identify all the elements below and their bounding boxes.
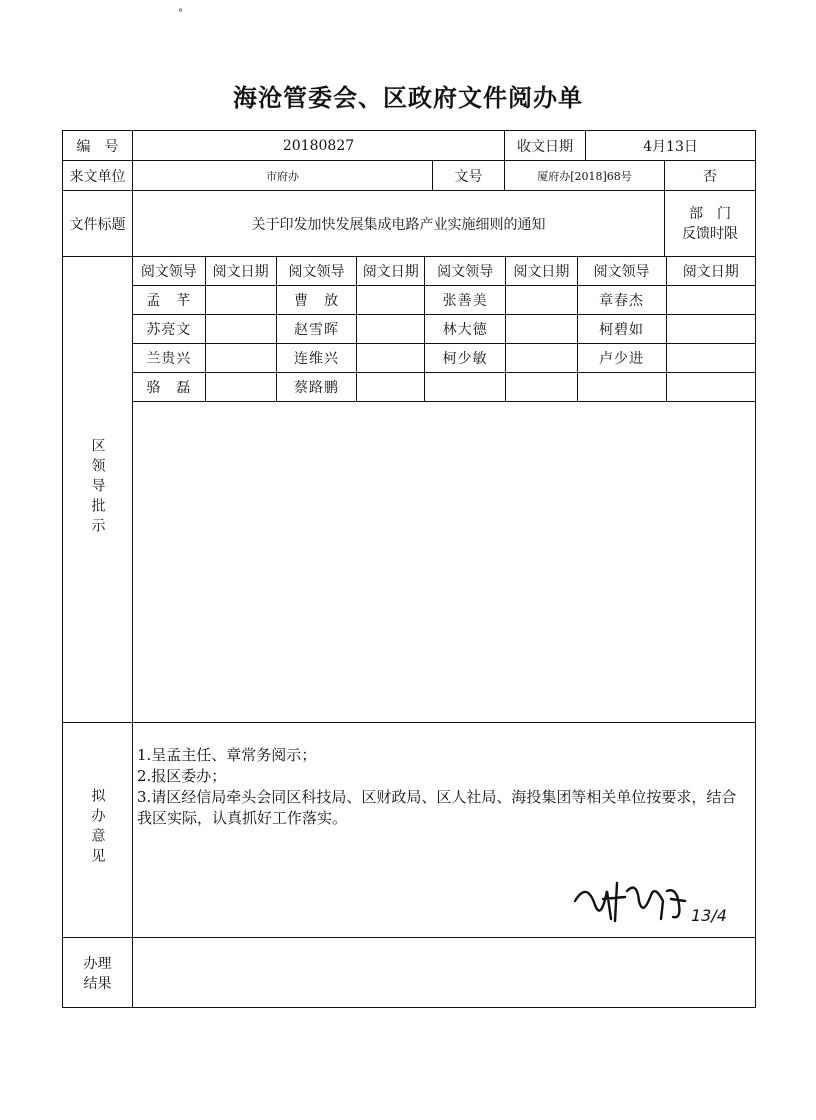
col-header-date: 阅文日期	[357, 257, 425, 286]
reader-name-cell: 兰贵兴	[133, 344, 205, 373]
table-row	[133, 315, 755, 344]
number-label: 编 号	[63, 131, 133, 161]
handwritten-signature	[567, 861, 727, 935]
result-label-line2: 结果	[83, 975, 112, 992]
document-title: 海沧管委会、区政府文件阅办单	[233, 83, 583, 112]
read-date-cell[interactable]	[357, 286, 425, 315]
reader-name-cell: 赵雪晖	[276, 315, 357, 344]
reader-name-cell: 孟 芊	[133, 286, 205, 315]
feedback-deadline-label	[665, 191, 756, 257]
read-date-cell[interactable]	[506, 315, 578, 344]
reader-name-cell	[577, 373, 666, 402]
received-date-value: 4月13日	[643, 138, 698, 155]
readers-header-row	[133, 257, 755, 286]
read-date-cell[interactable]	[666, 344, 755, 373]
opinion-line-2: 2.报区委办；	[137, 767, 227, 785]
read-date-cell[interactable]	[506, 344, 578, 373]
read-date-cell[interactable]	[205, 344, 276, 373]
reader-name-cell: 骆 磊	[133, 373, 205, 402]
sender-label: 来文单位	[63, 161, 133, 191]
docno-value: 厦府办[2018]68号	[505, 161, 665, 191]
result-side-label	[63, 938, 133, 1008]
col-header-reader: 阅文领导	[276, 257, 357, 286]
table-row	[133, 286, 755, 315]
opinion-side-text: 拟办意见	[89, 788, 106, 868]
read-date-cell[interactable]	[666, 373, 755, 402]
read-date-cell[interactable]	[506, 286, 578, 315]
reader-name-cell: 柯少敏	[425, 344, 506, 373]
received-date-label: 收文日期	[505, 131, 586, 160]
opinion-side-label	[63, 723, 133, 938]
read-date-cell[interactable]	[205, 286, 276, 315]
signature-date: 13/4	[691, 906, 727, 925]
col-header-reader: 阅文领导	[425, 257, 506, 286]
reader-name-cell: 张善美	[425, 286, 506, 315]
col-header-reader: 阅文领导	[133, 257, 205, 286]
scan-dot: °	[178, 8, 183, 19]
reader-name-cell: 林大德	[425, 315, 506, 344]
reader-name-cell: 苏亮文	[133, 315, 205, 344]
leaders-side-text: 区领导批示	[89, 437, 106, 538]
result-value[interactable]	[133, 938, 756, 1008]
docno-label: 文号	[433, 161, 505, 191]
table-row	[133, 373, 755, 402]
table-row	[133, 344, 755, 373]
read-date-cell[interactable]	[357, 373, 425, 402]
leaders-side-label	[63, 257, 133, 723]
read-date-cell[interactable]	[205, 315, 276, 344]
deadline-label-line2: 反馈时限	[682, 225, 739, 242]
reader-name-cell: 卢少进	[577, 344, 666, 373]
sender-value: 市府办	[133, 161, 433, 191]
file-title-value: 关于印发加快发展集成电路产业实施细则的通知	[133, 191, 665, 257]
reader-name-cell: 曹 放	[276, 286, 357, 315]
read-date-cell[interactable]	[357, 344, 425, 373]
opinion-line-1: 1.呈孟主任、章常务阅示；	[137, 746, 317, 764]
read-date-cell[interactable]	[205, 373, 276, 402]
col-header-date: 阅文日期	[666, 257, 755, 286]
read-date-cell[interactable]	[666, 286, 755, 315]
opinion-lines	[133, 723, 755, 829]
feedback-value: 否	[703, 168, 718, 185]
col-header-reader: 阅文领导	[577, 257, 666, 286]
opinion-area	[133, 723, 756, 938]
routing-form	[62, 130, 756, 1008]
number-value: 20180827	[133, 131, 505, 161]
read-date-cell[interactable]	[357, 315, 425, 344]
leaders-area	[133, 257, 756, 723]
deadline-label-line1: 部 门	[689, 205, 732, 222]
read-date-cell[interactable]	[506, 373, 578, 402]
reader-name-cell: 蔡路鹏	[276, 373, 357, 402]
file-title-label: 文件标题	[63, 191, 133, 257]
col-header-date: 阅文日期	[205, 257, 276, 286]
result-label-line1: 办理	[83, 955, 112, 972]
reader-name-cell: 柯碧如	[577, 315, 666, 344]
opinion-line-3: 3.请区经信局牵头会同区科技局、区财政局、区人社局、海投集团等相关单位按要求，结合我区实际，认真抓好工作落实。	[137, 788, 737, 827]
reader-name-cell	[425, 373, 506, 402]
read-date-cell[interactable]	[666, 315, 755, 344]
reader-name-cell: 连维兴	[276, 344, 357, 373]
reader-name-cell: 章春杰	[577, 286, 666, 315]
readers-table	[133, 257, 755, 402]
col-header-date: 阅文日期	[506, 257, 578, 286]
